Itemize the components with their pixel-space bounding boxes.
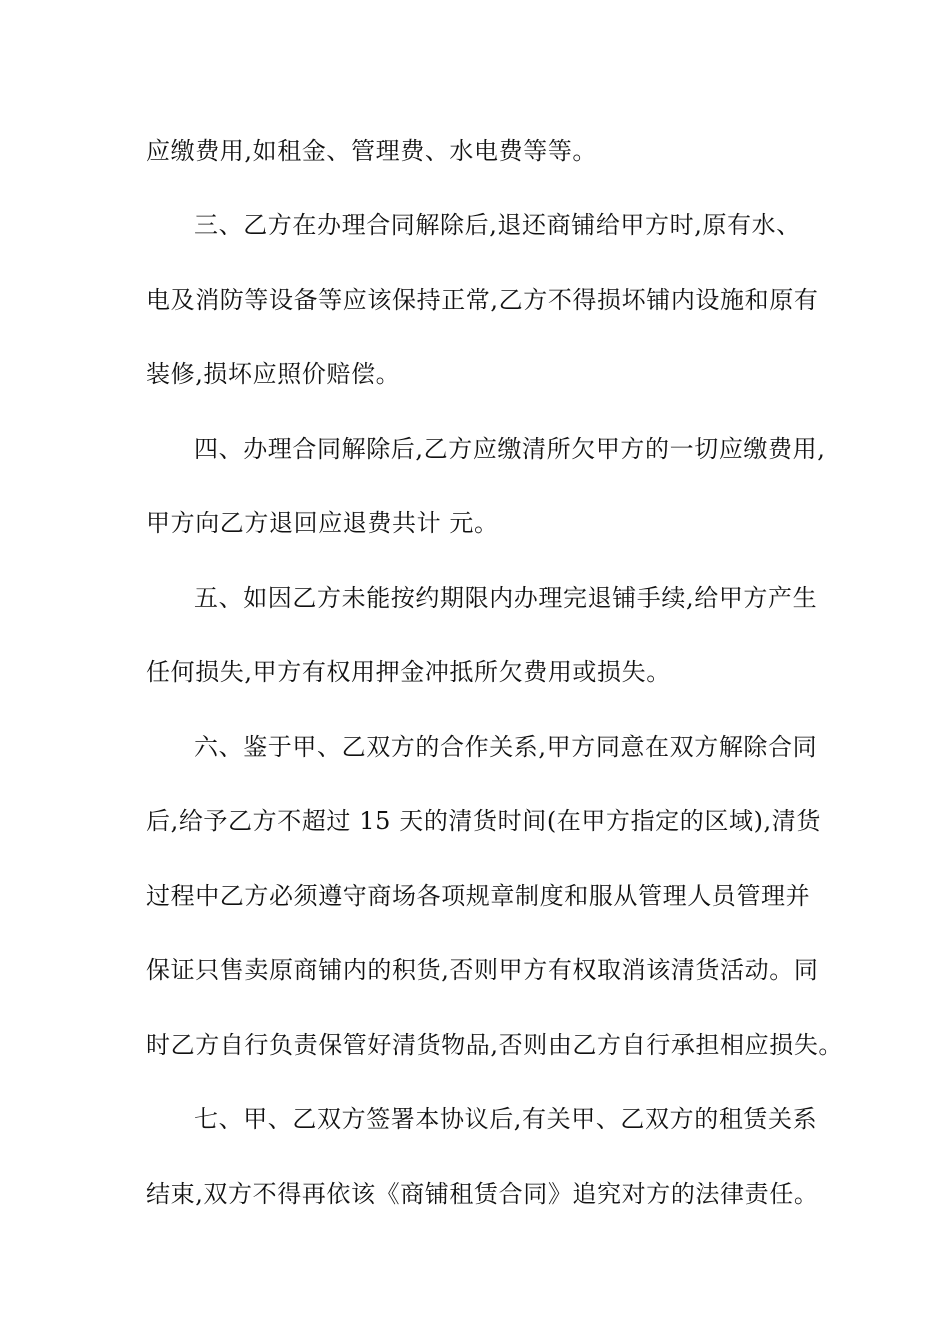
text-line: 后,给予乙方不超过 15 天的清货时间(在甲方指定的区域),清货	[146, 807, 821, 835]
text-line: 甲方向乙方退回应退费共计 元。	[146, 509, 499, 537]
paragraph-3-line-1: 三、乙方在办理合同解除后,退还商铺给甲方时,原有水、	[194, 211, 801, 239]
text-line: 时乙方自行负责保管好清货物品,否则由乙方自行承担相应损失。	[146, 1031, 844, 1059]
paragraph-6-line-1: 六、鉴于甲、乙双方的合作关系,甲方同意在双方解除合同	[194, 733, 818, 761]
text-line: 过程中乙方必须遵守商场各项规章制度和服从管理人员管理并	[146, 882, 811, 910]
paragraph-4-line-1: 四、办理合同解除后,乙方应缴清所欠甲方的一切应缴费用,	[194, 435, 826, 463]
text-line: 电及消防等设备等应该保持正常,乙方不得损坏铺内设施和原有	[146, 286, 819, 314]
paragraph-7-line-1: 七、甲、乙双方签署本协议后,有关甲、乙双方的租赁关系	[194, 1105, 818, 1133]
paragraph-5-line-1: 五、如因乙方未能按约期限内办理完退铺手续,给甲方产生	[194, 584, 818, 612]
text-line: 装修,损坏应照价赔偿。	[146, 360, 401, 388]
text-line: 结束,双方不得再依该《商铺租赁合同》追究对方的法律责任。	[146, 1180, 819, 1208]
text-line: 应缴费用,如租金、管理费、水电费等等。	[146, 137, 598, 165]
text-line: 任何损失,甲方有权用押金冲抵所欠费用或损失。	[146, 658, 671, 686]
text-line: 保证只售卖原商铺内的积货,否则甲方有权取消该清货活动。同	[146, 956, 819, 984]
